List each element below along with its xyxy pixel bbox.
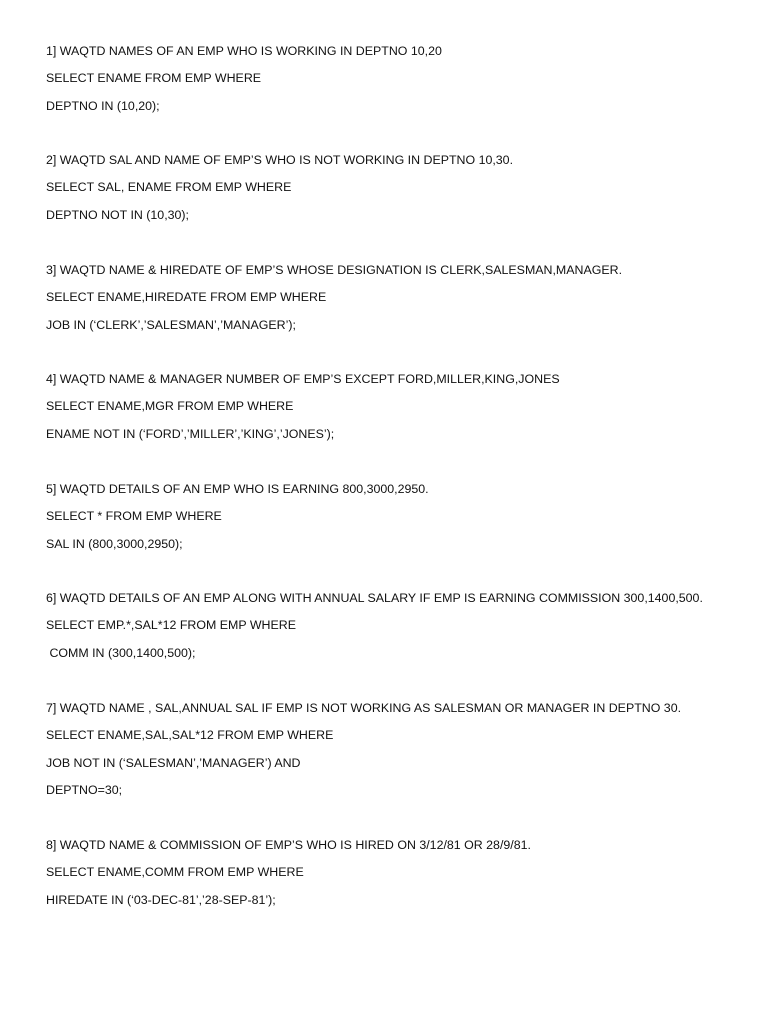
question-5 (46, 482, 746, 564)
query-line: SAL IN (800,3000,2950); (46, 536, 183, 551)
query-line: SELECT ENAME FROM EMP WHERE (46, 71, 262, 86)
query-line: SELECT * FROM EMP WHERE (46, 509, 222, 524)
question-prompt: 1] WAQTD NAMES OF AN EMP WHO IS WORKING IN DEPTNO 10,20 (46, 44, 442, 58)
query-line: SELECT SAL, ENAME FROM EMP WHERE (46, 180, 292, 195)
question-prompt: 3] WAQTD NAME & HIREDATE OF EMP’S WHOSE DESIGNATION IS CLERK,SALESMAN,MANAGER. (46, 263, 623, 277)
query-line: DEPTNO=30; (46, 782, 123, 797)
query-line: ENAME NOT IN (‘FORD’,’MILLER’,’KING’,’JONES’); (46, 426, 335, 441)
query-line: SELECT ENAME,SAL,SAL*12 FROM EMP WHERE (46, 728, 334, 743)
question-prompt: 8] WAQTD NAME & COMMISSION OF EMP’S WHO IS HIRED ON 3/12/81 OR 28/9/81. (46, 838, 531, 852)
question-prompt: 2] WAQTD SAL AND NAME OF EMP’S WHO IS NOT WORKING IN DEPTNO 10,30. (46, 153, 514, 167)
question-1 (46, 44, 746, 126)
query-line: SELECT ENAME,MGR FROM EMP WHERE (46, 399, 294, 414)
query-line: DEPTNO NOT IN (10,30); (46, 207, 189, 222)
query-line: COMM IN (300,1400,500); (46, 645, 196, 660)
question-prompt: 7] WAQTD NAME , SAL,ANNUAL SAL IF EMP IS NOT WORKING AS SALESMAN OR MANAGER IN DEPTNO 30. (46, 701, 682, 715)
question-8 (46, 838, 746, 920)
query-line: JOB IN (‘CLERK’,’SALESMAN’,’MANAGER’); (46, 317, 296, 332)
question-4 (46, 372, 746, 454)
query-line: SELECT ENAME,COMM FROM EMP WHERE (46, 865, 304, 880)
question-3 (46, 263, 746, 345)
question-7 (46, 701, 746, 810)
query-line: SELECT EMP.*,SAL*12 FROM EMP WHERE (46, 618, 296, 633)
query-line: HIREDATE IN (‘03-DEC-81’,’28-SEP-81’); (46, 892, 276, 907)
query-line: DEPTNO IN (10,20); (46, 98, 160, 113)
query-line: JOB NOT IN (‘SALESMAN’,’MANAGER’) AND (46, 755, 301, 770)
question-prompt: 6] WAQTD DETAILS OF AN EMP ALONG WITH ANNUAL SALARY IF EMP IS EARNING COMMISSION 300,1400,500. (46, 591, 703, 605)
question-2 (46, 153, 746, 235)
query-line: SELECT ENAME,HIREDATE FROM EMP WHERE (46, 290, 327, 305)
question-6 (46, 591, 746, 673)
question-prompt: 4] WAQTD NAME & MANAGER NUMBER OF EMP’S EXCEPT FORD,MILLER,KING,JONES (46, 372, 560, 386)
question-prompt: 5] WAQTD DETAILS OF AN EMP WHO IS EARNING 800,3000,2950. (46, 482, 429, 496)
